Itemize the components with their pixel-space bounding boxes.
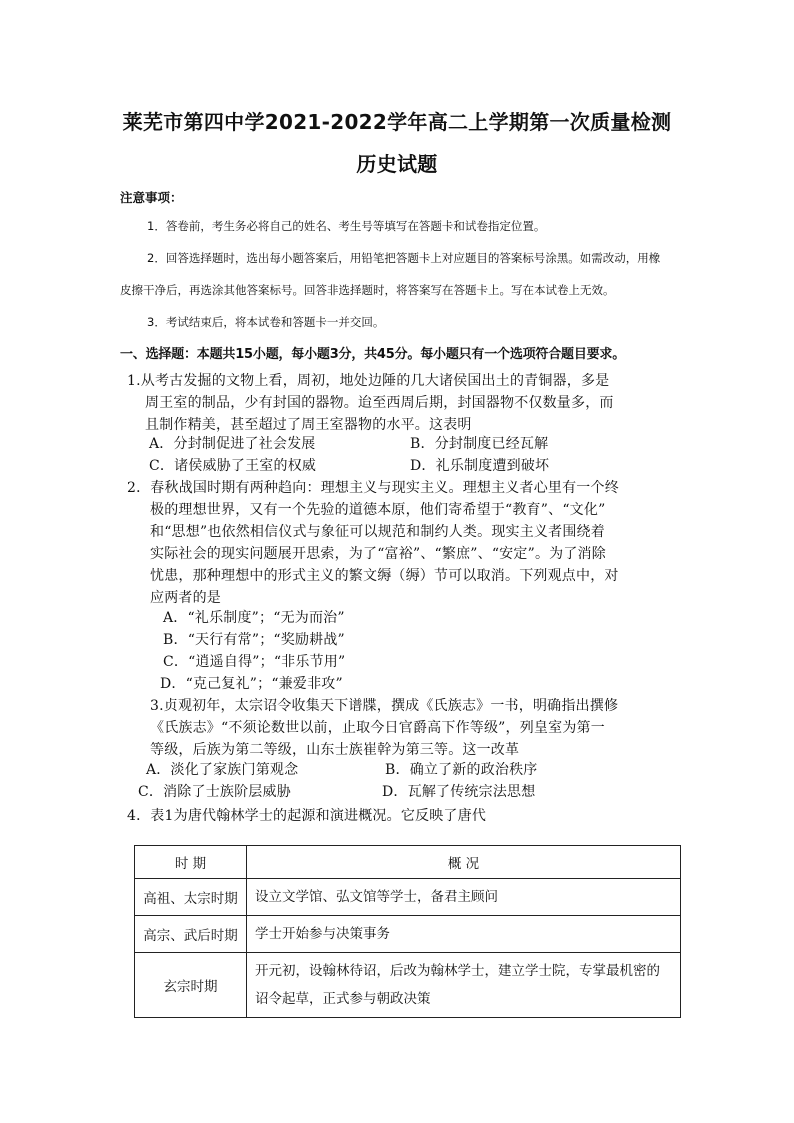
question-2-option-b: B．“天行有常”；“奖励耕战” bbox=[163, 632, 345, 648]
question-4-line: 4．表1为唐代翰林学士的起源和演进概况。它反映了唐代 bbox=[127, 808, 487, 824]
question-2-line: 实际社会的现实问题展开思索，为了“富裕”、“繁庶”、“安定”。为了消除 bbox=[150, 546, 606, 562]
question-3-option-b: B．确立了新的政治秩序 bbox=[385, 762, 538, 778]
table-cell-desc: 开元初，设翰林待诏，后改为翰林学士，建立学士院，专掌最机密的诏令起草，正式参与朝政决策 bbox=[247, 953, 681, 1018]
question-3-option-a: A．淡化了家族门第观念 bbox=[146, 762, 299, 778]
question-3-option-c: C．消除了士族阶层威胁 bbox=[138, 784, 291, 800]
question-2-line: 极的理想世界，又有一个先验的道德本原，他们寄希望于“教育”、“文化” bbox=[150, 502, 606, 518]
notice-line: 3．考试结束后，将本试卷和答题卡一并交回。 bbox=[147, 315, 385, 329]
question-3-line: 3.贞观初年，太宗诏令收集天下谱牒，撰成《氏族志》一书，明确指出撰修 bbox=[150, 698, 619, 714]
question-1-line: 且制作精美，甚至超过了周王室器物的水平。这表明 bbox=[145, 417, 472, 433]
table-cell-desc: 设立文学馆、弘文馆等学士，备君主顾问 bbox=[247, 879, 681, 916]
question-1-option-a: A．分封制促进了社会发展 bbox=[149, 436, 316, 452]
notice-line: 1．答卷前，考生务必将自己的姓名、考生号等填写在答题卡和试卷指定位置。 bbox=[147, 219, 546, 233]
notice-line: 2．回答选择题时，选出每小题答案后，用铅笔把答题卡上对应题目的答案标号涂黑。如需改动，用橡 bbox=[147, 251, 661, 265]
question-3-line: 等级，后族为第二等级，山东士族崔幹为第三等。这一改革 bbox=[150, 742, 520, 758]
page-title: 莱芜市第四中学2021-2022学年高二上学期第一次质量检测 bbox=[122, 110, 672, 134]
question-1-line: 1.从考古发掘的文物上看，周初，地处边陲的几大诸侯国出土的青铜器，多是 bbox=[127, 373, 610, 389]
question-2-line: 忧患，那种理想中的形式主义的繁文缛（缛）节可以取消。下列观点中，对 bbox=[150, 568, 619, 584]
question-1-option-b: B．分封制度已经瓦解 bbox=[410, 436, 549, 452]
question-3-line: 《氏族志》“不须论数世以前，止取今日官爵高下作等级”，列皇室为第一 bbox=[150, 720, 605, 736]
table-cell-desc: 学士开始参与决策事务 bbox=[247, 916, 681, 953]
question-1-option-d: D．礼乐制度遭到破坏 bbox=[410, 458, 550, 474]
table-header-desc: 概 况 bbox=[247, 846, 681, 879]
question-2-line: 和“思想”也依然相信仪式与象征可以规范和制约人类。现实主义者围绕着 bbox=[150, 524, 605, 540]
table-row bbox=[135, 879, 681, 916]
notice-line: 皮擦干净后，再选涂其他答案标号。回答非选择题时，将答案写在答题卡上。写在本试卷上无效。 bbox=[120, 283, 615, 297]
table-cell-period: 玄宗时期 bbox=[135, 953, 247, 1018]
table-header-row bbox=[135, 846, 681, 879]
table-header-period: 时 期 bbox=[135, 846, 247, 879]
question-2-option-d: D．“克己复礼”；“兼爱非攻” bbox=[160, 676, 343, 692]
question-2-option-c: C．“逍遥自得”；“非乐节用” bbox=[163, 654, 346, 670]
table-cell-period: 高祖、太宗时期 bbox=[135, 879, 247, 916]
table-row bbox=[135, 916, 681, 953]
page-subtitle: 历史试题 bbox=[356, 152, 438, 176]
question-2-line: 2．春秋战国时期有两种趋向：理想主义与现实主义。理想主义者心里有一个终 bbox=[127, 480, 619, 496]
question-2-option-a: A．“礼乐制度”；“无为而治” bbox=[163, 610, 345, 626]
question-1-line: 周王室的制品，少有封国的器物。迨至西周后期，封国器物不仅数量多，而 bbox=[145, 395, 614, 411]
question-3-option-d: D．瓦解了传统宗法思想 bbox=[382, 784, 536, 800]
question-1-option-c: C．诸侯威胁了王室的权威 bbox=[149, 458, 317, 474]
section-heading: 一、选择题：本题共15小题，每小题3分，共45分。每小题只有一个选项符合题目要求。 bbox=[120, 347, 626, 362]
question-2-line: 应两者的是 bbox=[150, 590, 221, 606]
notice-heading: 注意事项： bbox=[120, 190, 183, 205]
table-cell-period: 高宗、武后时期 bbox=[135, 916, 247, 953]
history-table bbox=[134, 845, 681, 1018]
table-row bbox=[135, 953, 681, 1018]
